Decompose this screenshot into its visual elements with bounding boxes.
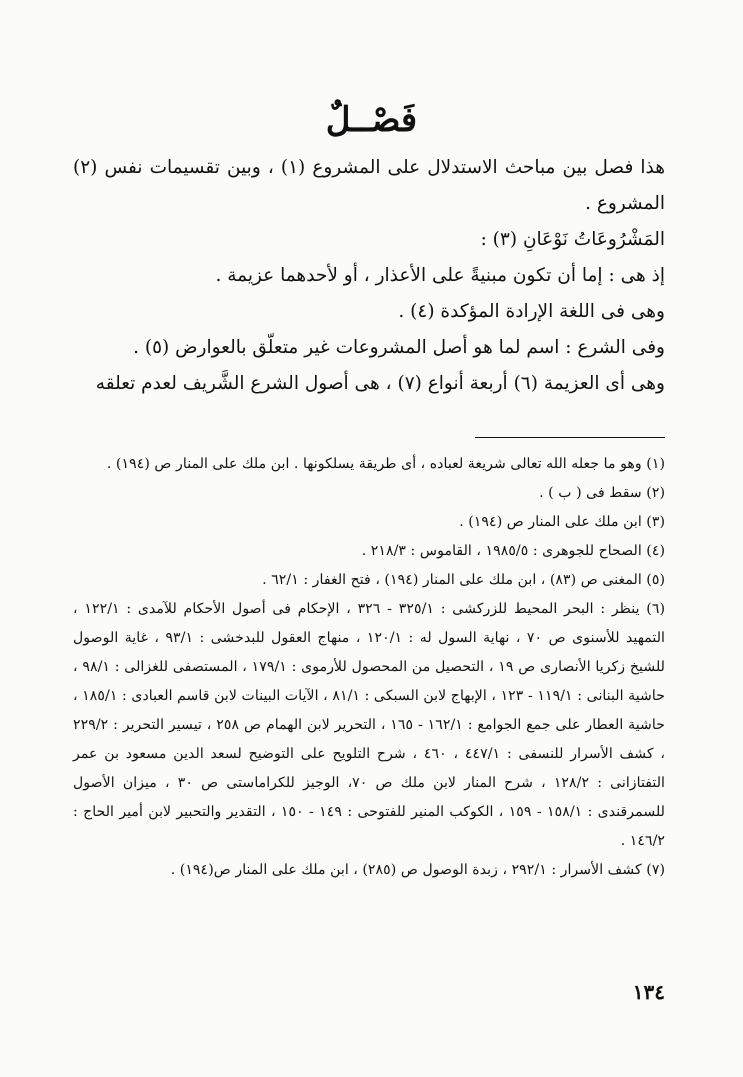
- footnotes: [73, 450, 665, 885]
- footnote: (١) وهو ما جعله الله تعالى شريعة لعباده ، أى طريقة يسلكونها . ابن ملك على المنار ص (١٩٤) .: [106, 456, 665, 472]
- footnote: (٣) ابن ملك على المنار ص (١٩٤) .: [459, 514, 665, 530]
- footnote: (٦) ينظر : البحر المحيط للزركشى : ٣٢٥/١ - ٣٢٦ ، الإحكام فى أصول الأحكام للآمدى : ١٢٢/١ ، التمهيد للأسنوى ص ٧٠ ، نهاية السول له : ١٢٠/١ ، منهاج العقول للبدخشى : ٩٣/١ ، غاية الوصول للشيخ زكريا الأنصارى ص ١٩ ، التحصيل من المحصول للأرموى : ١٧٩/١ ، المستصفى للغزالى : ٩٨/١ ، حاشية البنانى : ١١٩/١ - ١٢٣ ، الإبهاج لابن السبكى : ٨١/١ ، الآيات البينات لابن قاسم العبادى : ١٨٥/١ ، حاشية العطار على جمع الجوامع : ١٦٢/١ - ١٦٥ ، التحرير لابن الهمام ص ٢٥٨ ، تيسير التحرير : ٢٢٩/٢ ، كشف الأسرار للنسفى : ٤٤٧/١ ، ٤٦٠ ، شرح التلويح على التوضيح لسعد الدين مسعود بن عمر التفتازانى : ١٢٨/٢ ، شرح المنار لابن ملك ص ٧٠، الوجيز للكراماستى ص ٣٠ ، ميزان الأصول للسمرقندى : ١٥٨/١ - ١٥٩ ، الكوكب المنير للفتوحى : ١٤٩ - ١٥٠ ، التقدير والتحبير لابن أمير الحاج : ١٤٦/٢ .: [73, 601, 666, 849]
- main-text: [73, 150, 665, 402]
- section-heading: فَصْــلٌ: [325, 100, 418, 140]
- body-paragraph: هذا فصل بين مباحث الاستدلال على المشروع (١) ، وبين تقسيمات نفس (٢) المشروع .: [73, 157, 665, 214]
- page-number: ١٣٤: [632, 980, 665, 1004]
- body-paragraph: وفى الشرع : اسم لما هو أصل المشروعات غير متعلّق بالعوارض (٥) .: [133, 337, 665, 358]
- body-paragraph: إذ هى : إما أن تكون مبنيةً على الأعذار ، أو لأحدهما عزيمة .: [215, 265, 665, 286]
- body-paragraph: وهى أى العزيمة (٦) أربعة أنواع (٧) ، هى أصول الشرع الشَّريف لعدم تعلقه: [95, 373, 665, 394]
- body-paragraph: المَشْرُوعَاتُ نَوْعَانِ (٣) :: [480, 229, 665, 250]
- footnote: (٥) المغنى ص (٨٣) ، ابن ملك على المنار (١٩٤) ، فتح الغفار : ٦٢/١ .: [262, 572, 665, 588]
- footnote: (٢) سقط فى ( ب ) .: [539, 485, 665, 501]
- footnote: (٧) كشف الأسرار : ٢٩٢/١ ، زبدة الوصول ص (٢٨٥) ، ابن ملك على المنار ص(١٩٤) .: [170, 862, 665, 878]
- body-paragraph: وهى فى اللغة الإرادة المؤكدة (٤) .: [398, 301, 665, 322]
- footnote: (٤) الصحاح للجوهرى : ١٩٨٥/٥ ، القاموس : ٢١٨/٣ .: [361, 543, 665, 559]
- footnote-divider: [475, 437, 665, 438]
